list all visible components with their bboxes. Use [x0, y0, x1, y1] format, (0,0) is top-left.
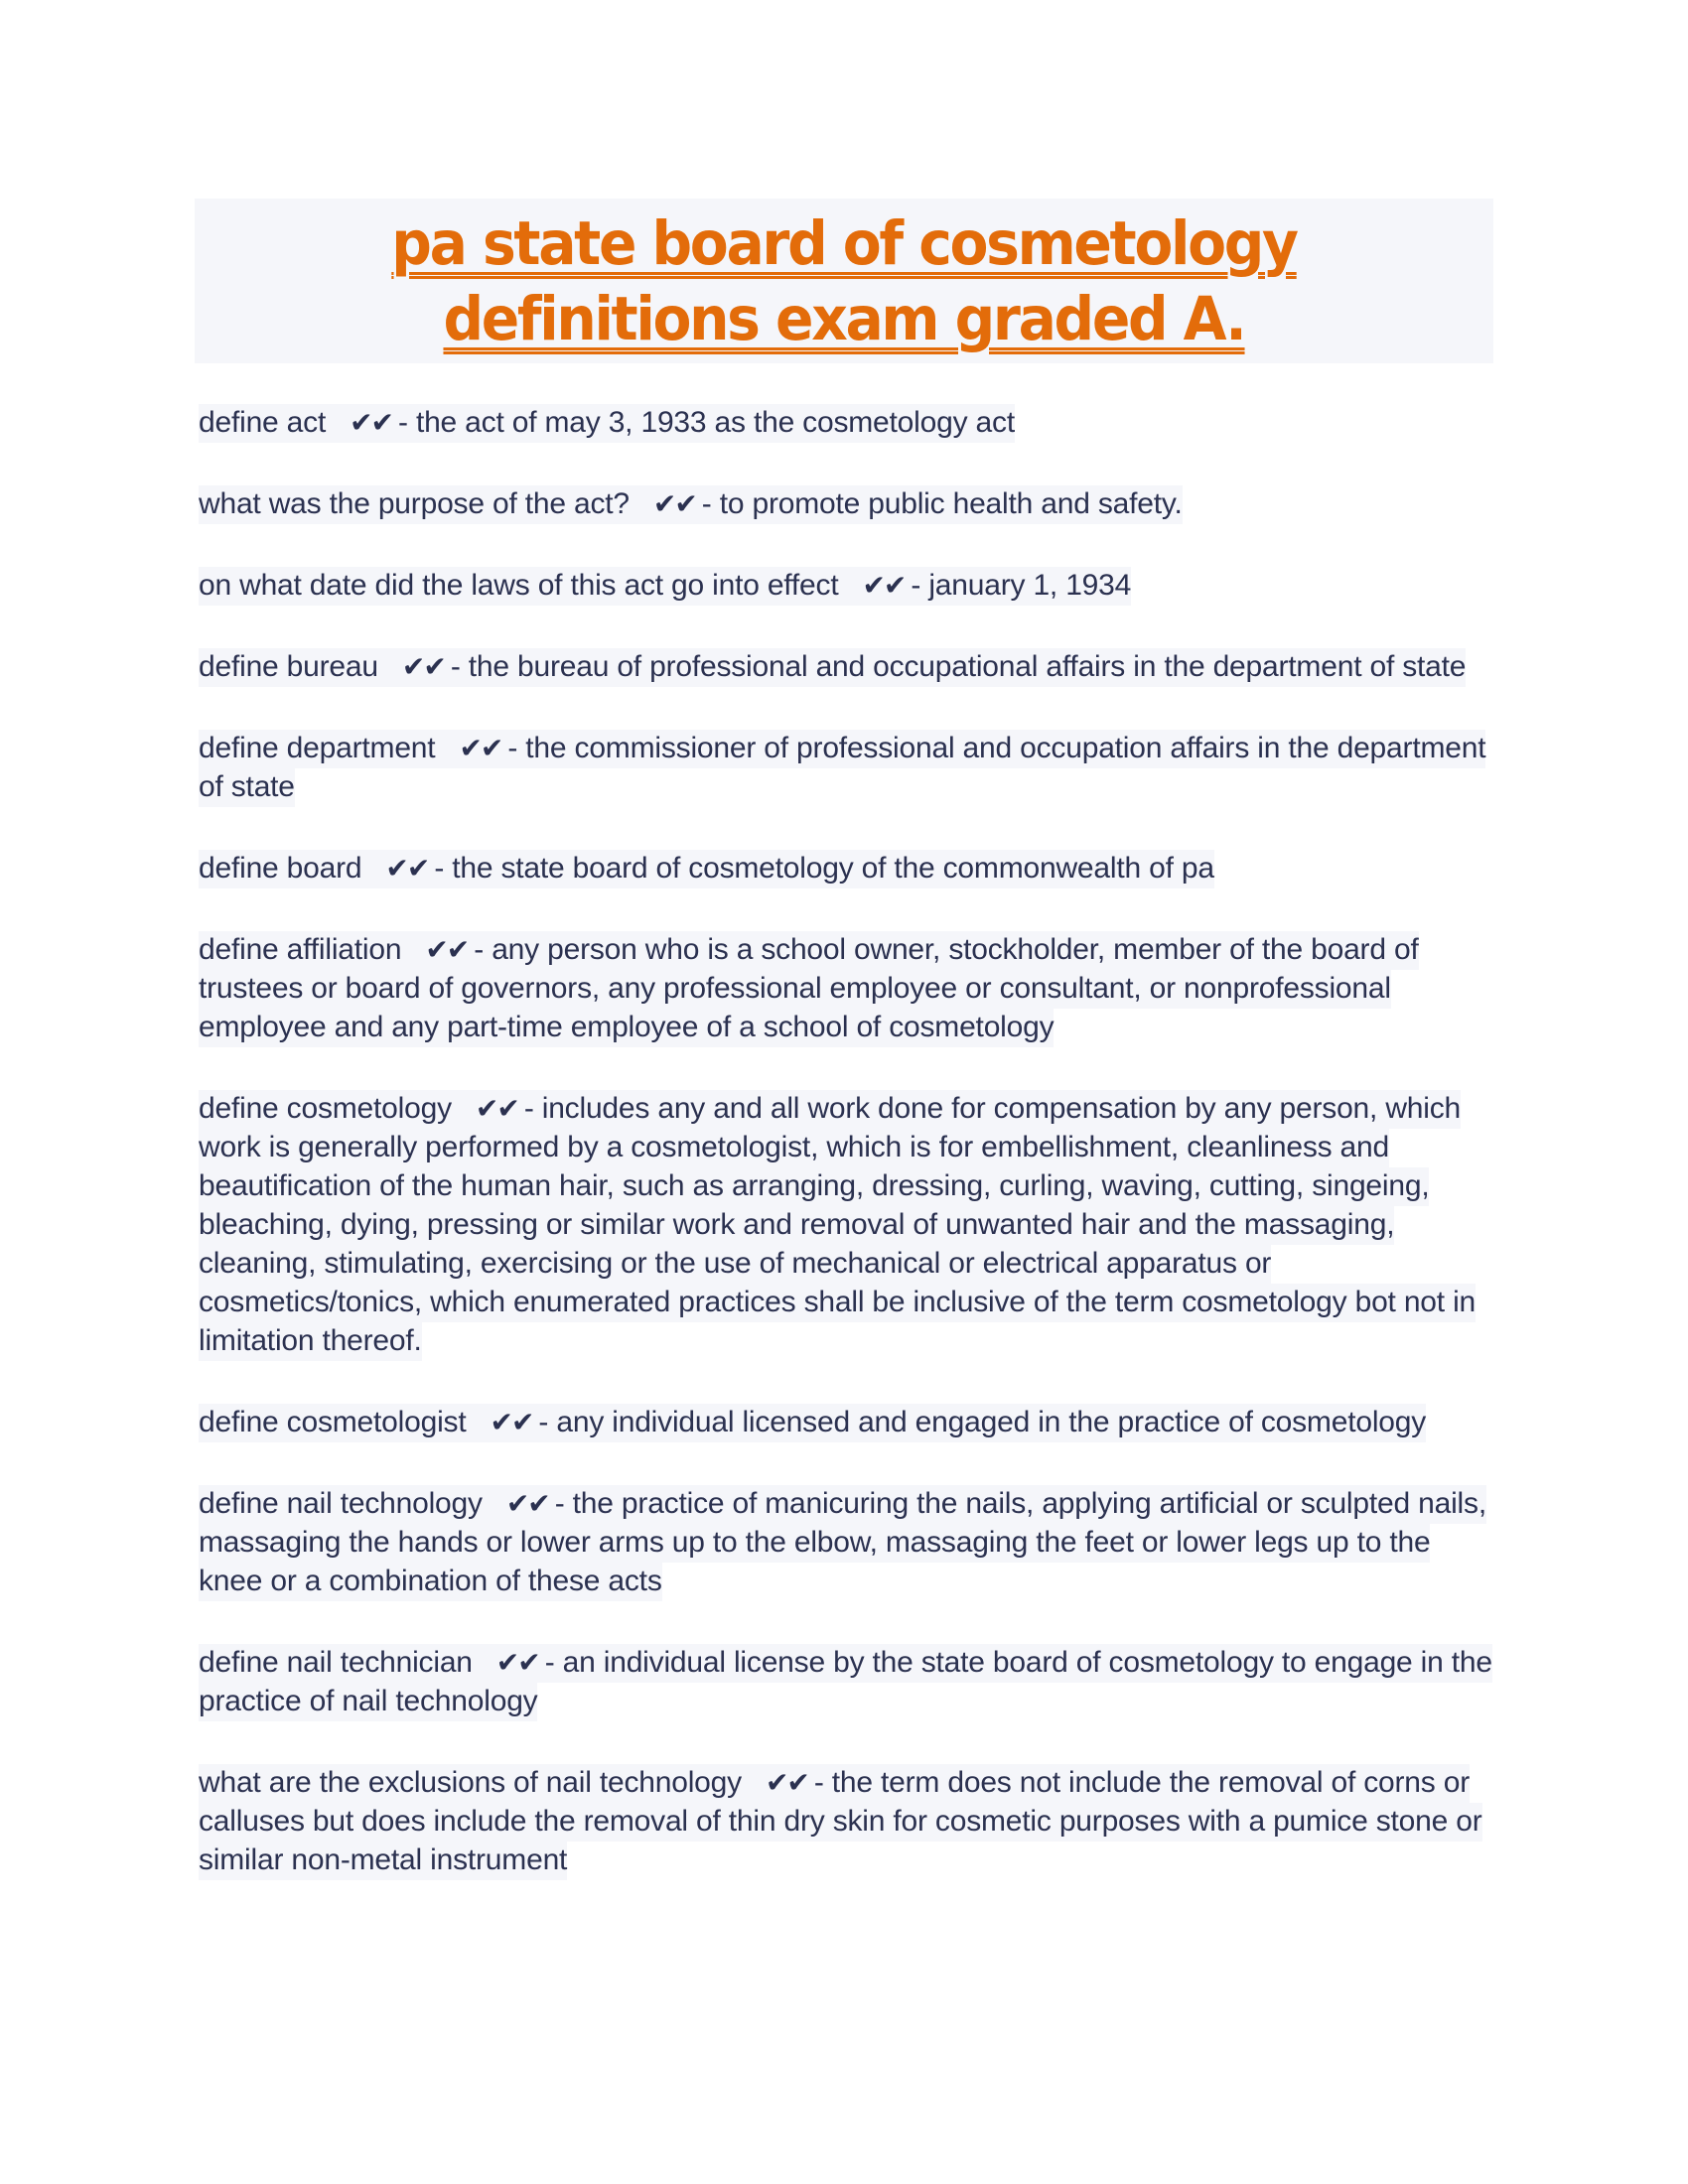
- list-item: [199, 729, 1499, 806]
- answer-text: - any person who is a school owner, stockholder, member of the board of trustees or board of governors, any professional employee or consultant, or nonprofessional employee and any part-time employee of a school of cosmetology: [199, 933, 1419, 1043]
- question-text: on what date did the laws of this act go into effect: [199, 569, 839, 602]
- list-item: [199, 849, 1499, 887]
- question-text: define act: [199, 406, 327, 439]
- question-text: define board: [199, 852, 362, 885]
- double-check-icon: ✔✔: [490, 1406, 533, 1438]
- answer-text: - to promote public health and safety.: [701, 487, 1183, 520]
- double-check-icon: ✔✔: [505, 1487, 549, 1520]
- question-text: what was the purpose of the act?: [199, 487, 630, 520]
- double-check-icon: ✔✔: [425, 933, 469, 966]
- double-check-icon: ✔✔: [862, 569, 906, 602]
- list-item: [199, 1643, 1499, 1720]
- list-item: [199, 566, 1499, 605]
- double-check-icon: ✔✔: [765, 1766, 808, 1799]
- answer-text: - the act of may 3, 1933 as the cosmetology act: [398, 406, 1015, 439]
- question-text: define cosmetology: [199, 1092, 452, 1125]
- list-item: [199, 1763, 1499, 1879]
- answer-text: - the commissioner of professional and occupation affairs in the department of state: [199, 732, 1486, 803]
- answer-text: - any individual licensed and engaged in the practice of cosmetology: [538, 1406, 1427, 1438]
- answer-text: - the term does not include the removal of corns or calluses but does include the removal of thin dry skin for cosmetic purposes with a pumice stone or similar non-metal instrument: [199, 1766, 1482, 1876]
- question-text: define bureau: [199, 650, 378, 683]
- answer-text: - the bureau of professional and occupational affairs in the department of state: [450, 650, 1467, 683]
- question-text: define cosmetologist: [199, 1406, 467, 1438]
- double-check-icon: ✔✔: [475, 1092, 518, 1125]
- double-check-icon: ✔✔: [385, 852, 429, 885]
- double-check-icon: ✔✔: [495, 1646, 539, 1679]
- list-item: [199, 647, 1499, 686]
- list-item: [199, 1089, 1499, 1360]
- answer-text: - includes any and all work done for compensation by any person, which work is generally performed by a cosmetologist, which is for embellishment, cleanliness and beautification of the human hair, such as arranging, dressing, curling, waving, cutting, singeing, bleaching, dying, pressing or similar work and removal of unwanted hair and the massaging, cleaning, stimulating, exercising or the use of mechanical or electrical apparatus or cosmetics/tonics, which enumerated practices shall be inclusive of the term cosmetology bot not in limitation thereof.: [199, 1092, 1477, 1357]
- document-title: [240, 199, 1448, 357]
- double-check-icon: ✔✔: [350, 406, 393, 439]
- title-line-2: definitions exam graded A.: [443, 284, 1245, 354]
- double-check-icon: ✔✔: [652, 487, 696, 520]
- list-item: [199, 484, 1499, 523]
- list-item: [199, 1484, 1499, 1600]
- title-line-1: pa state board of cosmetology: [391, 208, 1297, 279]
- question-text: define nail technician: [199, 1646, 473, 1679]
- answer-text: - the practice of manicuring the nails, applying artificial or sculpted nails, massaging the hands or lower arms up to the elbow, massaging the feet or lower legs up to the knee or a combination of these acts: [199, 1487, 1486, 1597]
- question-text: define nail technology: [199, 1487, 483, 1520]
- double-check-icon: ✔✔: [401, 650, 445, 683]
- list-item: [199, 1403, 1499, 1441]
- question-text: what are the exclusions of nail technology: [199, 1766, 742, 1799]
- double-check-icon: ✔✔: [459, 732, 502, 764]
- definitions-list: [199, 403, 1499, 1922]
- answer-text: - the state board of cosmetology of the commonwealth of pa: [434, 852, 1214, 885]
- answer-text: - an individual license by the state board of cosmetology to engage in the practice of nail technology: [199, 1646, 1492, 1717]
- question-text: define department: [199, 732, 436, 764]
- list-item: [199, 930, 1499, 1046]
- question-text: define affiliation: [199, 933, 402, 966]
- title-banner: [195, 199, 1493, 363]
- list-item: [199, 403, 1499, 442]
- answer-text: - january 1, 1934: [911, 569, 1132, 602]
